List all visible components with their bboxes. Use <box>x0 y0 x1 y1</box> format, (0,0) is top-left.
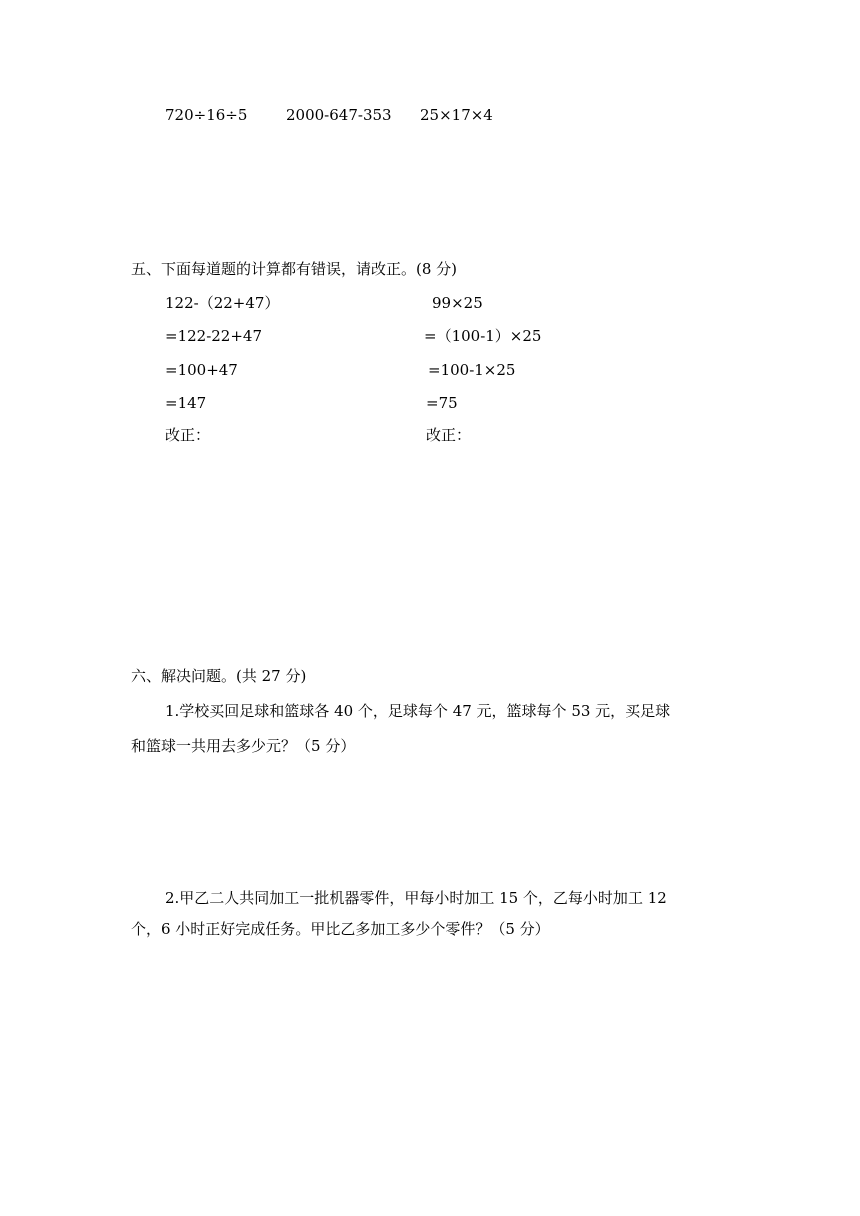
expr-2: 2000-647-353 <box>286 106 392 124</box>
right-step-2: =（100-1）×25 <box>424 327 542 345</box>
right-step-1: 99×25 <box>432 294 483 312</box>
left-step-3: =100+47 <box>165 361 238 379</box>
question-1-line-1: 1.学校买回足球和篮球各 40 个，足球每个 47 元，篮球每个 53 元，买足球 <box>165 702 671 720</box>
question-1-line-2: 和篮球一共用去多少元？（5 分） <box>131 737 356 755</box>
left-step-4: =147 <box>165 394 207 412</box>
expr-3: 25×17×4 <box>420 106 493 124</box>
left-step-1: 122-（22+47） <box>165 294 280 312</box>
right-step-3: =100-1×25 <box>428 361 516 379</box>
question-2-line-2: 个，6 小时正好完成任务。甲比乙多加工多少个零件？（5 分） <box>131 920 550 938</box>
left-correction-label: 改正： <box>165 426 211 444</box>
right-step-4: =75 <box>426 394 458 412</box>
section5-title: 五、下面每道题的计算都有错误，请改正。(8 分) <box>131 260 458 278</box>
left-step-2: =122-22+47 <box>165 327 263 345</box>
section6-title: 六、解决问题。(共 27 分) <box>131 667 307 685</box>
question-2-line-1: 2.甲乙二人共同加工一批机器零件，甲每小时加工 15 个，乙每小时加工 12 <box>165 889 667 907</box>
right-correction-label: 改正： <box>426 426 472 444</box>
expr-1: 720÷16÷5 <box>165 106 248 124</box>
